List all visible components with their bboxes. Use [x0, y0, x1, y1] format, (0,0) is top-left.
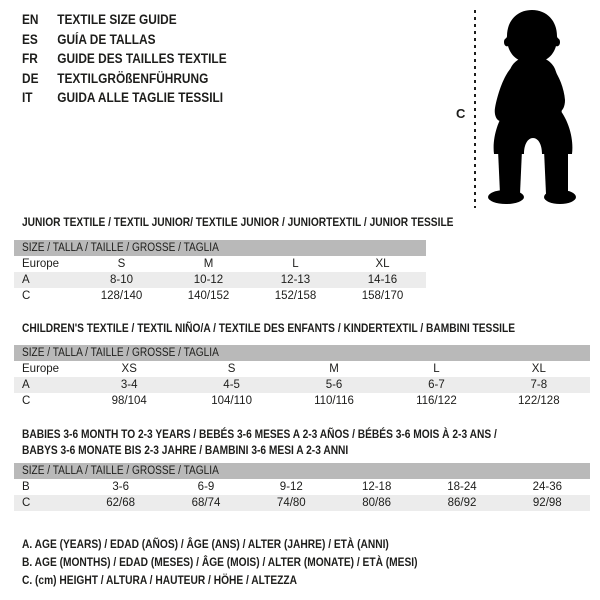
table-row: [14, 256, 426, 272]
section-title: CHILDREN'S TEXTILE / TEXTIL NIÑO/A / TEXTILE DES ENFANTS / KINDERTEXTIL / BAMBINI TESSILE: [22, 321, 516, 335]
cell-value: L: [433, 363, 440, 375]
section-title: JUNIOR TEXTILE / TEXTIL JUNIOR/ TEXTILE JUNIOR / JUNIORTEXTIL / JUNIOR TESSILE: [22, 215, 454, 229]
row-label: B: [22, 481, 30, 493]
table-row: [14, 479, 590, 495]
footnotes: [22, 535, 487, 589]
cell-value: 92/98: [532, 497, 562, 509]
table-row: [14, 495, 590, 511]
lang-row-fr: [22, 49, 227, 69]
cell-value: 12-18: [361, 481, 392, 493]
size-table-junior: [14, 240, 426, 304]
cell-value: 104/110: [211, 395, 252, 407]
size-table-children: [14, 345, 590, 409]
cell-value: 8-10: [109, 274, 134, 286]
row-label: C: [22, 497, 31, 509]
cell-value: 98/104: [111, 395, 147, 407]
baby-silhouette: [484, 8, 584, 208]
table-body: [14, 361, 590, 409]
row-label: Europe: [22, 258, 60, 270]
lang-row-es: [22, 30, 227, 50]
cell-value: 74/80: [276, 497, 306, 509]
language-list: [22, 10, 255, 108]
cell-value: 18-24: [447, 481, 477, 493]
row-label: A: [22, 274, 30, 286]
table-header-bar: [14, 240, 426, 256]
section-babies-textile: [14, 426, 581, 458]
lang-label: TEXTILGRÖßENFÜHRUNG: [57, 70, 209, 86]
size-table-babies: [14, 463, 590, 511]
cell-value: 128/140: [100, 290, 143, 302]
lang-label: GUÍA DE TALLAS: [57, 31, 156, 47]
cell-value: 122/128: [518, 395, 560, 407]
lang-label: GUIDA ALLE TAGLIE TESSILI: [57, 90, 224, 106]
cell-value: 158/170: [361, 290, 404, 302]
table-header-label: SIZE / TALLA / TAILLE / GRÖSSE / TAGLIA: [22, 465, 219, 477]
lang-label: TEXTILE SIZE GUIDE: [57, 12, 177, 28]
height-measure-dotted-line: [474, 10, 476, 208]
lang-code: DE: [22, 70, 39, 86]
table-row: [14, 361, 590, 377]
lang-code: FR: [22, 51, 38, 67]
cell-value: 14-16: [367, 274, 398, 286]
row-label: C: [22, 395, 31, 407]
cell-value: S: [227, 363, 236, 375]
section-title-line1: BABIES 3-6 MONTH TO 2-3 YEARS / BEBÉS 3-6 MESES A 2-3 AÑOS / BÉBÉS 3-6 MOIS À 2-3 ANS /: [22, 427, 497, 441]
cell-value: 10-12: [193, 274, 224, 286]
cell-value: 7-8: [530, 379, 548, 391]
table-row: [14, 393, 590, 409]
table-body: [14, 479, 590, 511]
cell-value: 116/122: [416, 395, 457, 407]
section-title-line2: BABYS 3-6 MONATE BIS 2-3 JAHRE / BAMBINI 3-6 MESI A 2-3 ANNI: [22, 443, 349, 457]
lang-row-it: [22, 88, 227, 108]
row-label: Europe: [22, 363, 60, 375]
cell-value: 86/92: [447, 497, 477, 509]
section-childrens-textile: [14, 320, 600, 336]
table-header-label: SIZE / TALLA / TAILLE / GRÖSSE / TAGLIA: [22, 242, 219, 254]
table-row: [14, 272, 426, 288]
table-header-bar: [14, 345, 590, 361]
cell-value: 9-12: [279, 481, 303, 493]
note-a: A. AGE (YEARS) / EDAD (AÑOS) / ÂGE (ANS) / ALTER (JAHRE) / ETÀ (ANNI): [22, 537, 389, 551]
table-row: [14, 288, 426, 304]
cell-value: 62/68: [106, 497, 136, 509]
cell-value: XS: [121, 363, 137, 375]
cell-value: 80/86: [362, 497, 392, 509]
cell-value: 24-36: [532, 481, 563, 493]
cell-value: 140/152: [187, 290, 230, 302]
cell-value: 110/116: [314, 395, 354, 407]
cell-value: 6-7: [428, 379, 445, 391]
cell-value: 68/74: [191, 497, 221, 509]
row-label: A: [22, 379, 30, 391]
cell-value: 6-9: [197, 481, 215, 493]
cell-value: 12-13: [280, 274, 311, 286]
row-label: C: [22, 290, 31, 302]
cell-value: 5-6: [325, 379, 343, 391]
table-row: [14, 377, 590, 393]
cell-value: XL: [531, 363, 546, 375]
note-b: B. AGE (MONTHS) / EDAD (MESES) / ÂGE (MOIS) / ALTER (MONATE) / ETÀ (MESI): [22, 555, 418, 569]
lang-code: ES: [22, 31, 38, 47]
cell-value: 152/158: [274, 290, 317, 302]
cell-value: 3-4: [120, 379, 138, 391]
cell-value: L: [292, 258, 299, 270]
lang-code: IT: [22, 90, 33, 106]
table-header-bar: [14, 463, 590, 479]
note-c: C. (cm) HEIGHT / ALTURA / HAUTEUR / HÖHE / ALTEZZA: [22, 573, 298, 587]
cell-value: XL: [375, 258, 390, 270]
cell-value: M: [329, 363, 339, 375]
cell-value: M: [203, 258, 214, 270]
lang-row-de: [22, 69, 227, 89]
cell-value: S: [117, 258, 126, 270]
section-junior-textile: [14, 214, 530, 230]
measure-label-c: C: [456, 106, 466, 121]
lang-code: EN: [22, 12, 39, 28]
table-body: [14, 256, 426, 304]
table-header-label: SIZE / TALLA / TAILLE / GRÖSSE / TAGLIA: [22, 347, 219, 359]
lang-row-en: [22, 10, 227, 30]
lang-label: GUIDE DES TAILLES TEXTILE: [57, 51, 227, 67]
cell-value: 4-5: [223, 379, 240, 391]
cell-value: 3-6: [112, 481, 129, 493]
